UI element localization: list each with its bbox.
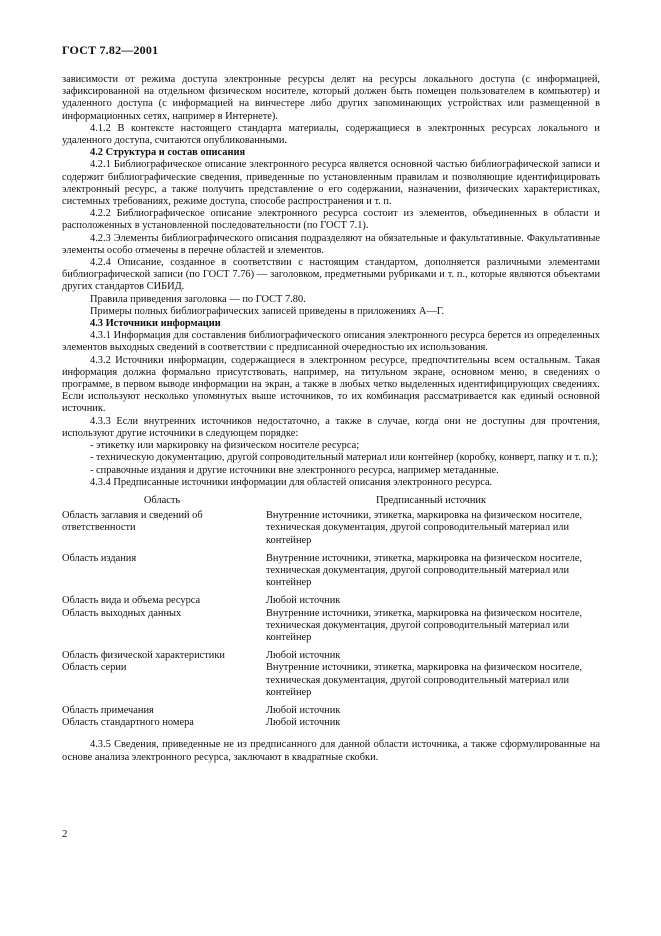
sources-table (62, 495, 600, 729)
paragraph: зависимости от режима доступа электронные ресурсы делят на ресурсы локального доступа (с информацией, зафиксированной на отдельном физическом носителе, который должен быть помещен пользователем в компьютер) и удаленного доступа (с информацией на винчестере либо других запоминающих устройствах или размещенной в информационных сетях, например в Интернете). (62, 74, 600, 122)
page-header: ГОСТ 7.82—2001 (62, 43, 159, 57)
paragraph: Примеры полных библиографических записей приведены в приложениях А—Г. (90, 305, 445, 317)
table-cell-source: Внутренние источники, этикетка, маркировка на физическом носителе, техническая документация, другой сопроводительный материал или контейнер (266, 510, 583, 546)
table-cell-source: Любой источник (266, 595, 341, 607)
table-cell-area: Область издания (62, 552, 137, 564)
paragraph: 4.1.2 В контексте настоящего стандарта материалы, содержащиеся в электронных ресурсах локального и удаленного доступа, считаются опубликованными. (62, 122, 600, 147)
list-item: - техническую документацию, другой сопроводительный материал или контейнер (коробку, конверт, папку и т. п.); (90, 452, 598, 464)
paragraph: 4.3.5 Сведения, приведенные не из предписанного для данной области источника, а также сформулированные на основе анализа электронного ресурса, заключают в квадратные скобки. (62, 739, 600, 763)
paragraph: 4.3.1 Информация для составления библиографического описания электронного ресурса берется из определенных элементов выходных сведений в соответствии с предписанной очередностью их использования. (62, 330, 600, 354)
section-heading: 4.2 Структура и состав описания (90, 147, 246, 159)
paragraph: 4.2.1 Библиографическое описание электронного ресурса является основной частью библиографической записи и содержит библиографические сведения, приведенные по установленным правилам и позволяющие идентифицировать электронный ресурс, а также получить представление о его содержании, назначении, физических характеристиках, системных требованиях, режиме доступа, способе распространения и т. п. (62, 159, 600, 208)
paragraph: 4.2.4 Описание, созданное в соответствии с настоящим стандартом, дополняется различными элементами библиографической записи (по ГОСТ 7.76) — заголовком, предметными рубриками и т. п., которые являются объектами других стандартов СИБИД. (62, 257, 600, 293)
table-cell-source: Внутренние источники, этикетка, маркировка на физическом носителе, техническая документация, другой сопроводительный материал или контейнер (266, 552, 583, 589)
table-cell-source: Внутренние источники, этикетка, маркировка на физическом носителе, техническая документация, другой сопроводительный материал или контейнер (266, 607, 583, 643)
table-cell-source: Любой источник (266, 717, 341, 729)
table-header-source: Предписанный источник (375, 494, 487, 506)
table-cell-area: Область примечания (62, 704, 154, 716)
section-heading: 4.3 Источники информации (90, 318, 221, 330)
paragraph: 4.3.2 Источники информации, содержащиеся в электронном ресурсе, предпочтительны всем остальным. Такая информация должна формально присутствовать, например, на титульном экране, основном меню, в сведениях о программе, в первом выводе информации на экран, а также в любых четко выделенных идентифицирующих сведениях. Если используют несколько упомянутых выше источников, то их комбинация рассматривается как единый основной источник. (62, 354, 600, 415)
page-number: 2 (62, 828, 68, 840)
table-cell-area: Область серии (62, 662, 127, 674)
table-cell-source: Внутренние источники, этикетка, маркировка на физическом носителе, техническая документация, другой сопроводительный материал или контейнер (266, 662, 583, 698)
list-item: - справочные издания и другие источники вне электронного ресурса, например метаданные. (90, 464, 499, 476)
paragraph: 4.3.4 Предписанные источники информации для областей описания электронного ресурса. (90, 476, 493, 488)
paragraph: Правила приведения заголовка — по ГОСТ 7.80. (90, 293, 306, 305)
table-cell-area: Область заглавия и сведений об ответственности (62, 510, 203, 534)
table-cell-area: Область физической характеристики (62, 650, 225, 662)
table-cell-source: Любой источник (266, 650, 341, 662)
table-cell-source: Любой источник (266, 704, 341, 716)
paragraph: 4.2.2 Библиографическое описание электронного ресурса состоит из элементов, объединенных в области и расположенных в установленной последовательности (по ГОСТ 7.1). (62, 208, 600, 232)
list-item: - этикетку или маркировку на физическом носителе ресурса; (90, 440, 360, 452)
paragraph: 4.3.3 Если внутренних источников недостаточно, а также в случае, когда они не доступны для прочтения, используют другие источники в следующем порядке: (62, 415, 600, 439)
table-cell-area: Область выходных данных (62, 607, 182, 619)
table-cell-area: Область вида и объема ресурса (62, 595, 201, 607)
paragraph: 4.2.3 Элементы библиографического описания подразделяют на обязательные и факультативные. Факультативные элементы особо отмечены в перечне областей и элементов. (62, 232, 600, 256)
table-header-area: Область (143, 494, 181, 506)
page-content (62, 74, 600, 764)
table-cell-area: Область стандартного номера (62, 717, 194, 729)
